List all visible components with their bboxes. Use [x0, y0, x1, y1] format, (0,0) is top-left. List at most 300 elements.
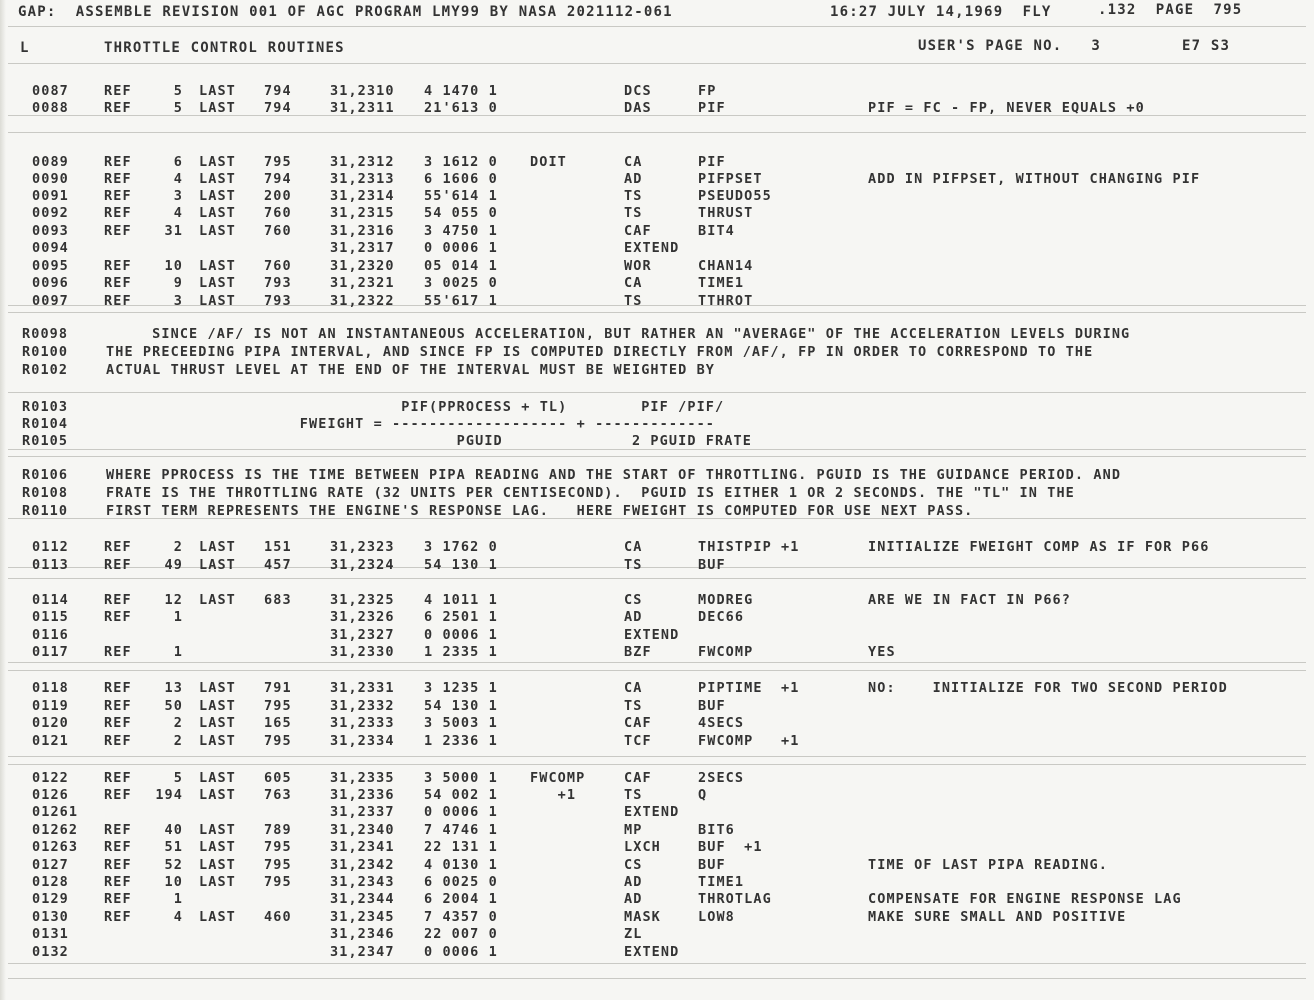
ruled-line [8, 456, 1306, 457]
operand: BIT4 [698, 223, 735, 239]
memory-address: 31,2327 [330, 627, 395, 643]
operand: FWCOMP [698, 644, 754, 660]
remark-line-number: R0104 [22, 416, 69, 432]
ref-tag: REF [104, 223, 132, 239]
opcode: TS [624, 188, 643, 204]
ref-tag: REF [104, 857, 132, 873]
ref-tag: REF [104, 557, 132, 573]
operand: CHAN14 [698, 258, 754, 274]
octal-word: 6 1606 0 [424, 171, 498, 187]
run-timestamp: 16:27 JULY 14,1969 FLY [830, 4, 1052, 20]
line-number: 0112 [32, 539, 69, 555]
operand: BUF [698, 857, 726, 873]
line-number: 0097 [32, 293, 69, 309]
line-number: 0092 [32, 205, 69, 221]
last-page: 763 [264, 787, 292, 803]
ref-tag: REF [104, 539, 132, 555]
ref-count: 2 [173, 715, 183, 731]
line-number: 0131 [32, 926, 69, 942]
ref-tag: REF [104, 275, 132, 291]
operand: FP [698, 83, 717, 99]
memory-address: 31,2335 [330, 770, 395, 786]
operand: MODREG [698, 592, 754, 608]
last-page: 795 [264, 839, 292, 855]
memory-address: 31,2336 [330, 787, 395, 803]
last-tag: LAST [199, 293, 236, 309]
last-tag: LAST [199, 857, 236, 873]
opcode: CS [624, 592, 643, 608]
last-tag: LAST [199, 770, 236, 786]
octal-word: 3 1762 0 [424, 539, 498, 555]
operand: BUF [698, 698, 726, 714]
line-number: 0126 [32, 787, 69, 803]
last-tag: LAST [199, 258, 236, 274]
line-number: 0115 [32, 609, 69, 625]
opcode: LXCH [624, 839, 661, 855]
code-comment: ADD IN PIFPSET, WITHOUT CHANGING PIF [868, 171, 1201, 187]
memory-address: 31,2326 [330, 609, 395, 625]
octal-word: 7 4357 0 [424, 909, 498, 925]
opcode: EXTEND [624, 240, 680, 256]
line-number: 0114 [32, 592, 69, 608]
ruled-line [8, 756, 1306, 757]
operand: PIF [698, 100, 726, 116]
ref-tag: REF [104, 100, 132, 116]
line-number: 0089 [32, 154, 69, 170]
remark-text: ACTUAL THRUST LEVEL AT THE END OF THE INTERVAL MUST BE WEIGHTED BY [106, 362, 716, 378]
remark-text: SINCE /AF/ IS NOT AN INSTANTANEOUS ACCELERATION, BUT RATHER AN "AVERAGE" OF THE ACCELERATION LEVELS DURING [106, 326, 1131, 342]
ruled-line [8, 978, 1306, 979]
ref-count: 194 [155, 787, 183, 803]
ref-tag: REF [104, 874, 132, 890]
operand: Q [698, 787, 708, 803]
line-number: 0091 [32, 188, 69, 204]
memory-address: 31,2347 [330, 944, 395, 960]
opcode: TS [624, 293, 643, 309]
operand: LOW8 [698, 909, 735, 925]
last-page: 793 [264, 293, 292, 309]
last-page: 200 [264, 188, 292, 204]
operand: BUF +1 [698, 839, 763, 855]
ref-count: 3 [173, 188, 183, 204]
ref-tag: REF [104, 293, 132, 309]
memory-address: 31,2330 [330, 644, 395, 660]
remark-line-number: R0106 [22, 467, 69, 483]
opcode: WOR [624, 258, 652, 274]
code-label: +1 [530, 787, 577, 803]
octal-word: 3 1235 1 [424, 680, 498, 696]
octal-word: 3 1612 0 [424, 154, 498, 170]
memory-address: 31,2324 [330, 557, 395, 573]
last-tag: LAST [199, 100, 236, 116]
remark-line-number: R0110 [22, 503, 69, 519]
ref-tag: REF [104, 698, 132, 714]
ref-count: 1 [173, 891, 183, 907]
line-number: 0129 [32, 891, 69, 907]
octal-word: 4 1011 1 [424, 592, 498, 608]
line-number: 01263 [32, 839, 79, 855]
ref-count: 1 [173, 609, 183, 625]
operand: THRUST [698, 205, 754, 221]
last-page: 457 [264, 557, 292, 573]
opcode: CS [624, 857, 643, 873]
remark-text: FRATE IS THE THROTTLING RATE (32 UNITS PER CENTISECOND). PGUID IS EITHER 1 OR 2 SECONDS. THE "TL" IN THE [106, 485, 1075, 501]
ref-count: 5 [173, 770, 183, 786]
operand: BIT6 [698, 822, 735, 838]
ref-count: 49 [164, 557, 183, 573]
opcode: EXTEND [624, 944, 680, 960]
octal-word: 3 0025 0 [424, 275, 498, 291]
code-comment: YES [868, 644, 896, 660]
ruled-line [8, 312, 1306, 313]
octal-word: 22 131 1 [424, 839, 498, 855]
remark-line-number: R0105 [22, 433, 69, 449]
octal-word: 1 2335 1 [424, 644, 498, 660]
operand: DEC66 [698, 609, 745, 625]
remark-line-number: R0102 [22, 362, 69, 378]
opcode: ZL [624, 926, 643, 942]
memory-address: 31,2323 [330, 539, 395, 555]
program-header: GAP: ASSEMBLE REVISION 001 OF AGC PROGRAM LMY99 BY NASA 2021112-061 [18, 4, 673, 20]
ref-count: 50 [164, 698, 183, 714]
octal-word: 55'617 1 [424, 293, 498, 309]
ref-tag: REF [104, 680, 132, 696]
remark-line-number: R0108 [22, 485, 69, 501]
remark-line-number: R0103 [22, 399, 69, 415]
opcode: CA [624, 539, 643, 555]
operand: THROTLAG [698, 891, 772, 907]
opcode: CA [624, 275, 643, 291]
octal-word: 55'614 1 [424, 188, 498, 204]
last-page: 605 [264, 770, 292, 786]
last-page: 151 [264, 539, 292, 555]
ref-tag: REF [104, 839, 132, 855]
octal-word: 6 2004 1 [424, 891, 498, 907]
opcode: AD [624, 171, 643, 187]
line-number: 0128 [32, 874, 69, 890]
ref-tag: REF [104, 188, 132, 204]
last-page: 460 [264, 909, 292, 925]
octal-word: 3 4750 1 [424, 223, 498, 239]
ruled-line [8, 670, 1306, 671]
memory-address: 31,2346 [330, 926, 395, 942]
last-tag: LAST [199, 733, 236, 749]
line-number: 0087 [32, 83, 69, 99]
ref-tag: REF [104, 258, 132, 274]
last-tag: LAST [199, 83, 236, 99]
memory-address: 31,2342 [330, 857, 395, 873]
last-tag: LAST [199, 787, 236, 803]
octal-word: 6 2501 1 [424, 609, 498, 625]
ruled-line [8, 963, 1306, 964]
ref-count: 3 [173, 293, 183, 309]
operand: 4SECS [698, 715, 745, 731]
last-page: 793 [264, 275, 292, 291]
ref-tag: REF [104, 715, 132, 731]
opcode: TS [624, 205, 643, 221]
opcode: TS [624, 557, 643, 573]
memory-address: 31,2314 [330, 188, 395, 204]
ruled-line [8, 392, 1306, 393]
memory-address: 31,2332 [330, 698, 395, 714]
line-number: 0094 [32, 240, 69, 256]
code-comment: INITIALIZE FWEIGHT COMP AS IF FOR P66 [868, 539, 1210, 555]
line-number: 0132 [32, 944, 69, 960]
last-page: 760 [264, 223, 292, 239]
remark-text: PIF(PPROCESS + TL) PIF /PIF/ [106, 399, 725, 415]
ref-tag: REF [104, 822, 132, 838]
last-page: 795 [264, 698, 292, 714]
memory-address: 31,2320 [330, 258, 395, 274]
octal-word: 54 002 1 [424, 787, 498, 803]
last-page: 789 [264, 822, 292, 838]
remark-text: THE PRECEEDING PIPA INTERVAL, AND SINCE FP IS COMPUTED DIRECTLY FROM /AF/, FP IN ORDER TO CORRESPOND TO THE [106, 344, 1094, 360]
remark-text: PGUID 2 PGUID FRATE [106, 433, 752, 449]
line-number: 0121 [32, 733, 69, 749]
operand: PIF [698, 154, 726, 170]
last-page: 760 [264, 258, 292, 274]
last-tag: LAST [199, 909, 236, 925]
opcode: CAF [624, 223, 652, 239]
ruled-line [8, 578, 1306, 579]
ref-tag: REF [104, 770, 132, 786]
ruled-line [8, 26, 1306, 27]
line-number: 0113 [32, 557, 69, 573]
ref-tag: REF [104, 609, 132, 625]
code-comment: ARE WE IN FACT IN P66? [868, 592, 1072, 608]
opcode: DCS [624, 83, 652, 99]
octal-word: 7 4746 1 [424, 822, 498, 838]
ref-count: 6 [173, 154, 183, 170]
memory-address: 31,2344 [330, 891, 395, 907]
remark-text: FIRST TERM REPRESENTS THE ENGINE'S RESPONSE LAG. HERE FWEIGHT IS COMPUTED FOR USE NEXT PASS. [106, 503, 974, 519]
octal-word: 6 0025 0 [424, 874, 498, 890]
octal-word: 3 5000 1 [424, 770, 498, 786]
ref-tag: REF [104, 171, 132, 187]
line-number: 0120 [32, 715, 69, 731]
memory-address: 31,2322 [330, 293, 395, 309]
memory-address: 31,2341 [330, 839, 395, 855]
memory-address: 31,2337 [330, 804, 395, 820]
memory-address: 31,2317 [330, 240, 395, 256]
last-tag: LAST [199, 539, 236, 555]
operand: FWCOMP +1 [698, 733, 800, 749]
opcode: MASK [624, 909, 661, 925]
octal-word: 05 014 1 [424, 258, 498, 274]
opcode: CA [624, 154, 643, 170]
ref-tag: REF [104, 891, 132, 907]
last-page: 795 [264, 857, 292, 873]
last-page: 760 [264, 205, 292, 221]
opcode: CAF [624, 770, 652, 786]
opcode: AD [624, 874, 643, 890]
ref-tag: REF [104, 787, 132, 803]
memory-address: 31,2340 [330, 822, 395, 838]
memory-address: 31,2343 [330, 874, 395, 890]
line-number: 0119 [32, 698, 69, 714]
line-number: 0122 [32, 770, 69, 786]
operand: THISTPIP +1 [698, 539, 800, 555]
ruled-line [8, 449, 1306, 450]
ref-count: 52 [164, 857, 183, 873]
memory-address: 31,2312 [330, 154, 395, 170]
ref-tag: REF [104, 205, 132, 221]
memory-address: 31,2311 [330, 100, 395, 116]
ref-count: 2 [173, 539, 183, 555]
octal-word: 54 055 0 [424, 205, 498, 221]
last-page: 791 [264, 680, 292, 696]
octal-word: 1 2336 1 [424, 733, 498, 749]
last-tag: LAST [199, 822, 236, 838]
line-number: 0130 [32, 909, 69, 925]
memory-address: 31,2325 [330, 592, 395, 608]
last-page: 795 [264, 733, 292, 749]
last-page: 795 [264, 154, 292, 170]
ref-count: 4 [173, 909, 183, 925]
opcode: AD [624, 609, 643, 625]
opcode: EXTEND [624, 627, 680, 643]
last-tag: LAST [199, 715, 236, 731]
opcode: TS [624, 787, 643, 803]
last-tag: LAST [199, 592, 236, 608]
last-tag: LAST [199, 171, 236, 187]
code-comment: NO: INITIALIZE FOR TWO SECOND PERIOD [868, 680, 1228, 696]
line-number: 0090 [32, 171, 69, 187]
line-number: 01261 [32, 804, 79, 820]
ref-count: 9 [173, 275, 183, 291]
ref-count: 5 [173, 100, 183, 116]
last-page: 794 [264, 83, 292, 99]
ruled-line [8, 764, 1306, 765]
ref-tag: REF [104, 733, 132, 749]
ref-count: 10 [164, 258, 183, 274]
line-number: 0116 [32, 627, 69, 643]
remark-line-number: R0098 [22, 326, 69, 342]
ref-count: 4 [173, 205, 183, 221]
opcode: AD [624, 891, 643, 907]
remark-text: FWEIGHT = ------------------- + ------------- [106, 416, 716, 432]
code-label: DOIT [530, 154, 567, 170]
memory-address: 31,2313 [330, 171, 395, 187]
last-tag: LAST [199, 698, 236, 714]
listing-marker: L [20, 40, 30, 56]
memory-address: 31,2331 [330, 680, 395, 696]
ref-count: 12 [164, 592, 183, 608]
operand: 2SECS [698, 770, 745, 786]
page-number: .132 PAGE 795 [1098, 2, 1243, 18]
last-tag: LAST [199, 205, 236, 221]
octal-word: 0 0006 1 [424, 627, 498, 643]
operand: PIFPSET [698, 171, 763, 187]
operand: BUF [698, 557, 726, 573]
ref-tag: REF [104, 154, 132, 170]
line-number: 0095 [32, 258, 69, 274]
ref-count: 13 [164, 680, 183, 696]
last-tag: LAST [199, 223, 236, 239]
opcode: CA [624, 680, 643, 696]
opcode: TS [624, 698, 643, 714]
ref-count: 51 [164, 839, 183, 855]
line-number: 0118 [32, 680, 69, 696]
octal-word: 4 0130 1 [424, 857, 498, 873]
ref-count: 4 [173, 171, 183, 187]
opcode: EXTEND [624, 804, 680, 820]
code-comment: PIF = FC - FP, NEVER EQUALS +0 [868, 100, 1145, 116]
line-number: 0088 [32, 100, 69, 116]
ruled-line [8, 662, 1306, 663]
operand: TTHROT [698, 293, 754, 309]
ref-count: 2 [173, 733, 183, 749]
octal-word: 22 007 0 [424, 926, 498, 942]
memory-address: 31,2345 [330, 909, 395, 925]
ref-tag: REF [104, 592, 132, 608]
ref-count: 1 [173, 644, 183, 660]
octal-word: 21'613 0 [424, 100, 498, 116]
opcode: TCF [624, 733, 652, 749]
operand: PSEUDO55 [698, 188, 772, 204]
last-page: 794 [264, 100, 292, 116]
last-tag: LAST [199, 874, 236, 890]
last-tag: LAST [199, 154, 236, 170]
code-comment: TIME OF LAST PIPA READING. [868, 857, 1108, 873]
last-tag: LAST [199, 839, 236, 855]
ref-count: 5 [173, 83, 183, 99]
memory-address: 31,2310 [330, 83, 395, 99]
last-tag: LAST [199, 680, 236, 696]
ed-code: E7 S3 [1182, 38, 1231, 54]
octal-word: 0 0006 1 [424, 944, 498, 960]
last-page: 165 [264, 715, 292, 731]
code-comment: MAKE SURE SMALL AND POSITIVE [868, 909, 1127, 925]
memory-address: 31,2334 [330, 733, 395, 749]
line-number: 0096 [32, 275, 69, 291]
users-page-number: USER'S PAGE NO. 3 [918, 38, 1101, 54]
octal-word: 0 0006 1 [424, 804, 498, 820]
opcode: CAF [624, 715, 652, 731]
last-tag: LAST [199, 188, 236, 204]
ref-count: 31 [164, 223, 183, 239]
line-number: 0127 [32, 857, 69, 873]
code-comment: COMPENSATE FOR ENGINE RESPONSE LAG [868, 891, 1182, 907]
ref-count: 40 [164, 822, 183, 838]
memory-address: 31,2315 [330, 205, 395, 221]
memory-address: 31,2333 [330, 715, 395, 731]
ref-count: 10 [164, 874, 183, 890]
last-tag: LAST [199, 557, 236, 573]
remark-text: WHERE PPROCESS IS THE TIME BETWEEN PIPA READING AND THE START OF THROTTLING. PGUID IS THE GUIDANCE PERIOD. AND [106, 467, 1122, 483]
line-number: 01262 [32, 822, 79, 838]
code-label: FWCOMP [530, 770, 586, 786]
opcode: MP [624, 822, 643, 838]
operand: TIME1 [698, 275, 745, 291]
ruled-line [8, 63, 1306, 64]
operand: PIPTIME +1 [698, 680, 800, 696]
ref-tag: REF [104, 83, 132, 99]
octal-word: 4 1470 1 [424, 83, 498, 99]
opcode: DAS [624, 100, 652, 116]
ruled-line [8, 132, 1306, 133]
operand: TIME1 [698, 874, 745, 890]
memory-address: 31,2316 [330, 223, 395, 239]
section-title: THROTTLE CONTROL ROUTINES [104, 40, 345, 56]
last-page: 795 [264, 874, 292, 890]
line-number: 0117 [32, 644, 69, 660]
octal-word: 54 130 1 [424, 557, 498, 573]
opcode: BZF [624, 644, 652, 660]
line-number: 0093 [32, 223, 69, 239]
ref-tag: REF [104, 644, 132, 660]
remark-line-number: R0100 [22, 344, 69, 360]
